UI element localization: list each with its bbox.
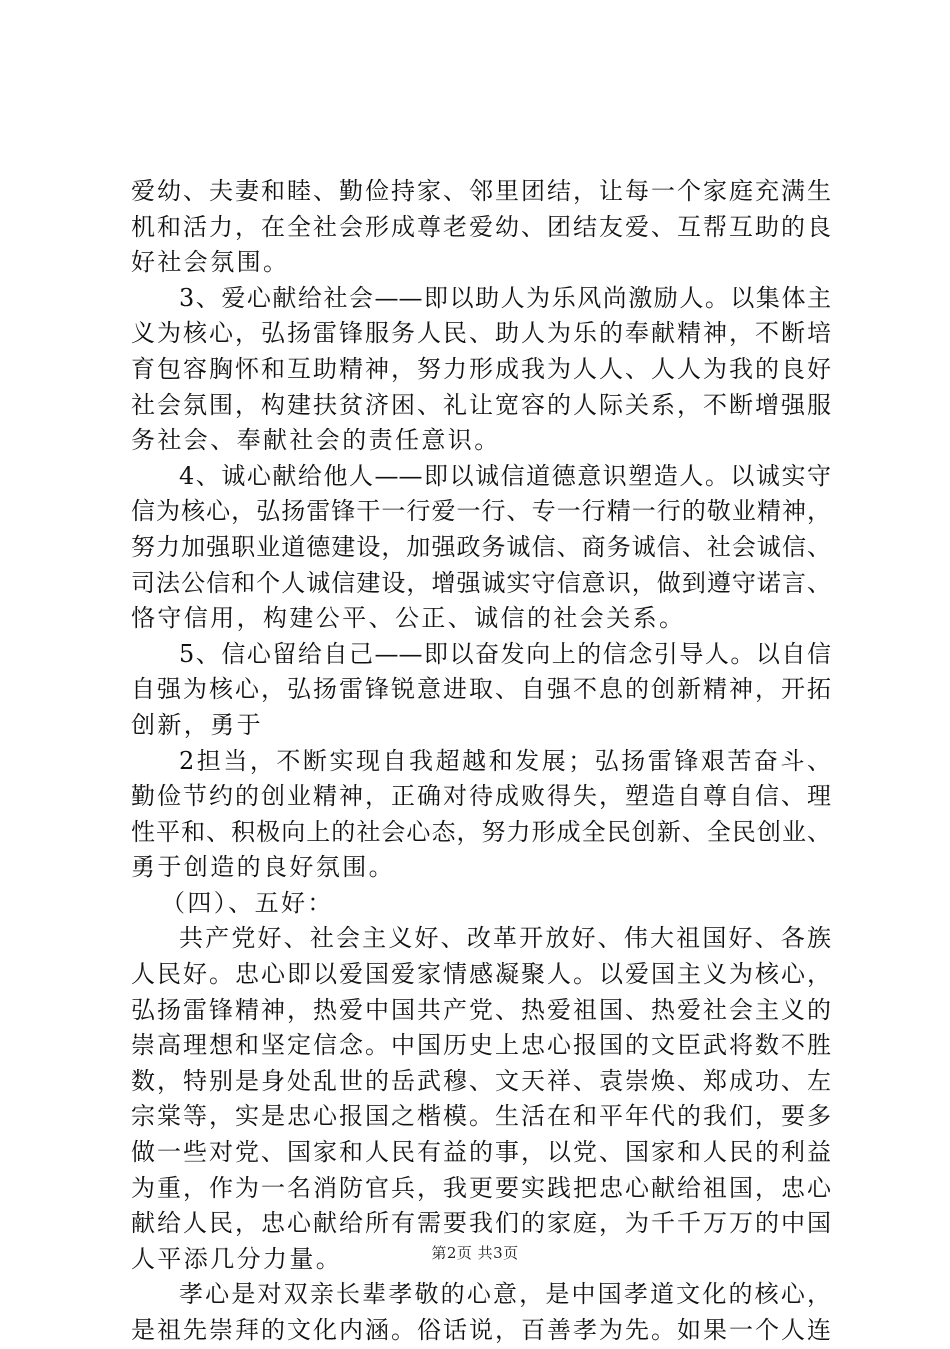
text-line: 恪守信用，构建公平、公正、诚信的社会关系。: [131, 604, 686, 633]
text-line: 司法公信和个人诚信建设，增强诚实守信意识，做到遵守诺言、: [131, 568, 831, 597]
text-line: 务社会、奉献社会的责任意识。: [131, 426, 501, 455]
text-line: 数，特别是身处乱世的岳武穆、文天祥、袁崇焕、郑成功、左: [131, 1066, 831, 1095]
text-line: 努力加强职业道德建设，加强政务诚信、商务诚信、社会诚信、: [131, 532, 831, 561]
paragraph-start-line: 4、诚心献给他人——即以诚信道德意识塑造人。以诚实守: [179, 461, 831, 490]
text-line: 崇高理想和坚定信念。中国历史上忠心报国的文臣武将数不胜: [131, 1031, 831, 1060]
page-number-footer: 第2页 共3页: [431, 1244, 519, 1262]
text-line: 献给人民，忠心献给所有需要我们的家庭，为千千万万的中国: [131, 1209, 831, 1238]
text-line: 自强为核心，弘扬雷锋锐意进取、自强不息的创新精神，开拓: [131, 675, 831, 704]
text-line: 机和活力，在全社会形成尊老爱幼、团结友爱、互帮互助的良: [131, 212, 831, 241]
paragraph-start-line: 孝心是对双亲长辈孝敬的心意，是中国孝道文化的核心，: [179, 1280, 831, 1309]
text-line: 育包容胸怀和互助精神，努力形成我为人人、人人为我的良好: [131, 354, 831, 383]
text-line: 勇于创造的良好氛围。: [131, 853, 395, 882]
text-line: 人民好。忠心即以爱国爱家情感凝聚人。以爱国主义为核心，: [131, 960, 831, 989]
text-line: 好社会氛围。: [131, 248, 290, 277]
section-heading: （四）、五好：: [161, 888, 334, 917]
text-line: 为重，作为一名消防官兵，我更要实践把忠心献给祖国，忠心: [131, 1173, 831, 1202]
text-line: 做一些对党、国家和人民有益的事，以党、国家和人民的利益: [131, 1138, 831, 1167]
text-line: 爱幼、夫妻和睦、勤俭持家、邻里团结，让每一个家庭充满生: [131, 177, 831, 205]
text-line: 宗棠等，实是忠心报国之楷模。生活在和平年代的我们，要多: [131, 1102, 831, 1131]
document-body: [131, 174, 831, 1349]
text-line: 勤俭节约的创业精神，正确对待成败得失，塑造自尊自信、理: [131, 782, 831, 811]
text-line: 性平和、积极向上的社会心态，努力形成全民创新、全民创业、: [131, 817, 831, 846]
text-line: 社会氛围，构建扶贫济困、礼让宽容的人际关系，不断增强服: [131, 390, 831, 419]
text-line: 是祖先崇拜的文化内涵。俗话说，百善孝为先。如果一个人连: [131, 1316, 831, 1344]
text-line: 义为核心，弘扬雷锋服务人民、助人为乐的奉献精神，不断培: [131, 319, 831, 348]
text-line: 信为核心，弘扬雷锋干一行爱一行、专一行精一行的敬业精神，: [131, 497, 831, 526]
paragraph-start-line: 2担当，不断实现自我超越和发展；弘扬雷锋艰苦奋斗、: [179, 746, 831, 775]
paragraph-start-line: 3、爱心献给社会——即以助人为乐风尚激励人。以集体主: [179, 283, 831, 312]
text-line: 人平添几分力量。: [131, 1244, 343, 1273]
text-line: 创新，勇于: [131, 710, 263, 739]
text-line: 弘扬雷锋精神，热爱中国共产党、热爱祖国、热爱社会主义的: [131, 995, 831, 1024]
paragraph-start-line: 5、信心留给自己——即以奋发向上的信念引导人。以自信: [179, 639, 831, 668]
paragraph-start-line: 共产党好、社会主义好、改革开放好、伟大祖国好、各族: [179, 924, 831, 953]
